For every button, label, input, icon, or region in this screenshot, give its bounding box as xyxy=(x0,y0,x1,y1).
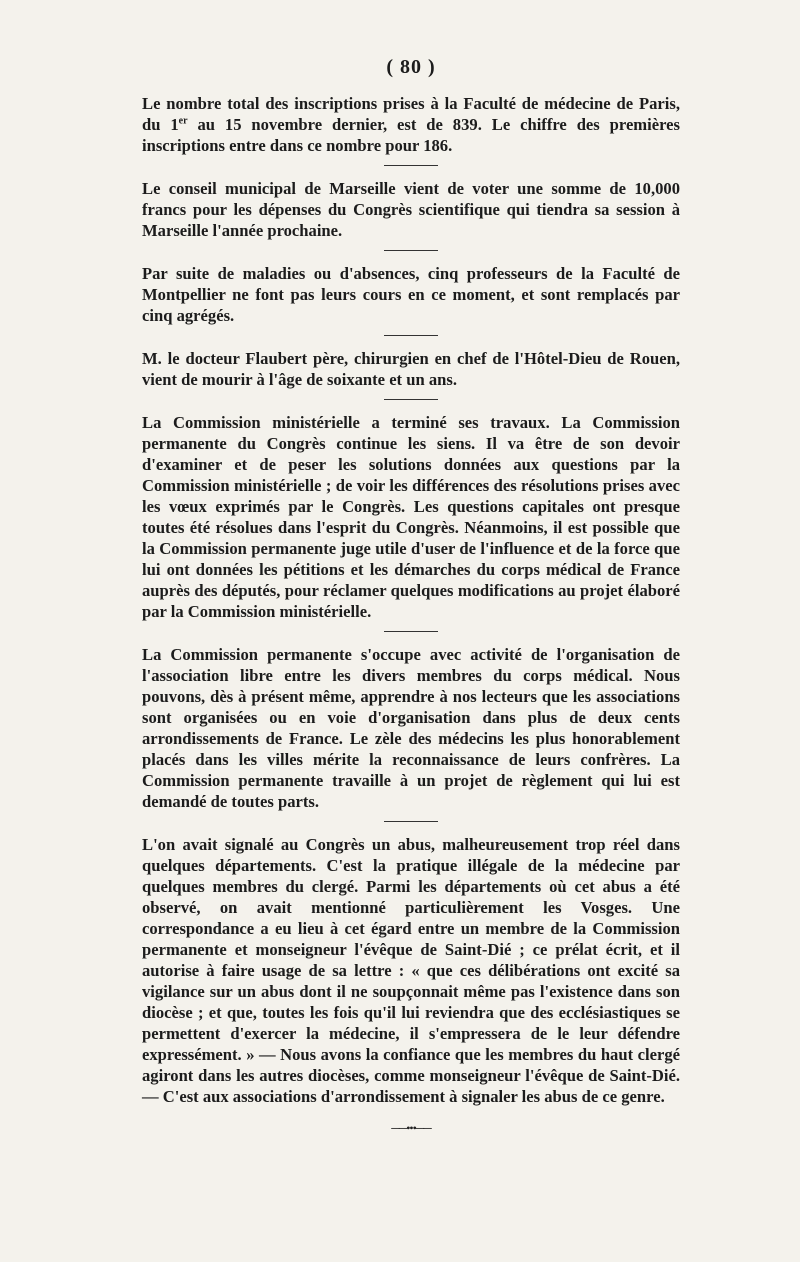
paragraph-montpellier: Par suite de maladies ou d'absences, cinq professeurs de la Faculté de Montpellier ne font pas leurs cours en ce moment, et sont remplacés par cinq agrégés. xyxy=(142,264,680,325)
paragraph-inscriptions xyxy=(142,93,680,156)
section-divider xyxy=(384,821,438,822)
paragraph-flaubert: M. le docteur Flaubert père, chirurgien en chef de l'Hôtel-Dieu de Rouen, vient de mourir à l'âge de soixante et un ans. xyxy=(142,349,680,389)
ordinal-superscript: er xyxy=(178,115,188,127)
end-ornament: ──•••── xyxy=(391,1121,431,1135)
section-divider xyxy=(384,250,438,251)
page-body xyxy=(142,56,680,1136)
paragraph-inscriptions-text-a: Le nombre total des inscriptions prises à la Faculté de médecine de Paris, du 1 xyxy=(142,94,680,134)
section-divider xyxy=(384,335,438,336)
section-divider xyxy=(384,165,438,166)
paragraph-commission-permanente: La Commission permanente s'occupe avec activité de l'organisation de l'association libre entre les divers membres du corps médical. Nous pouvons, dès à présent même, apprendre à nos lecteurs que les associations sont organisées ou en voie d'organisation dans plus de deux cents arrondissements de France. Le zèle des médecins les plus honorablement placés dans les villes mérite la reconnaissance de leurs confrères. La Commission permanente travaille à un projet de règlement qui lui est demandé de toutes parts. xyxy=(142,645,680,811)
paragraph-commission-ministerielle: La Commission ministérielle a terminé ses travaux. La Commission permanente du Congrès continue les siens. Il va être de son devoir d'examiner et de peser les solutions données aux questions par la Commission ministérielle ; de voir les différences des résolutions prises avec les vœux exprimés par le Congrès. Les questions capitales ont presque toutes été résolues dans l'esprit du Congrès. Néanmoins, il est possible que la Commission permanente juge utile d'user de l'influence et de la force que lui ont données les pétitions et les démarches du corps médical de France auprès des députés, pour réclamer quelques modifications au projet élaboré par la Commission ministérielle. xyxy=(142,413,680,621)
section-divider xyxy=(384,399,438,400)
paragraph-inscriptions-text-b: au 15 novembre dernier, est de 839. Le chiffre des premières inscriptions entre dans ce nombre pour 186. xyxy=(142,115,680,155)
section-divider xyxy=(384,631,438,632)
paragraph-abus-clerge: L'on avait signalé au Congrès un abus, malheureusement trop réel dans quelques départements. C'est la pratique illégale de la médecine par quelques membres du clergé. Parmi les départements où cet abus a été observé, on avait mentionné particulièrement les Vosges. Une correspondance a eu lieu à cet égard entre un membre de la Commission permanente et monseigneur l'évêque de Saint-Dié ; ce prélat écrit, et il autorise à faire usage de sa lettre : « que ces délibérations ont excité sa vigilance sur un abus dont il ne soupçonnait même pas l'existence dans son diocèse ; et que, toutes les fois qu'il lui reviendra que des ecclésiastiques se permettent d'exercer la médecine, il s'empressera de le leur défendre expressément. » — Nous avons la confiance que les membres du haut clergé agiront dans les autres diocèses, comme monseigneur l'évêque de Saint-Dié. — C'est aux associations d'arrondissement à signaler les abus de ce genre. xyxy=(142,835,680,1106)
page-number: ( 80 ) xyxy=(386,56,436,78)
paragraph-marseille: Le conseil municipal de Marseille vient de voter une somme de 10,000 francs pour les dépenses du Congrès scientifique qui tiendra sa session à Marseille l'année prochaine. xyxy=(142,179,680,240)
